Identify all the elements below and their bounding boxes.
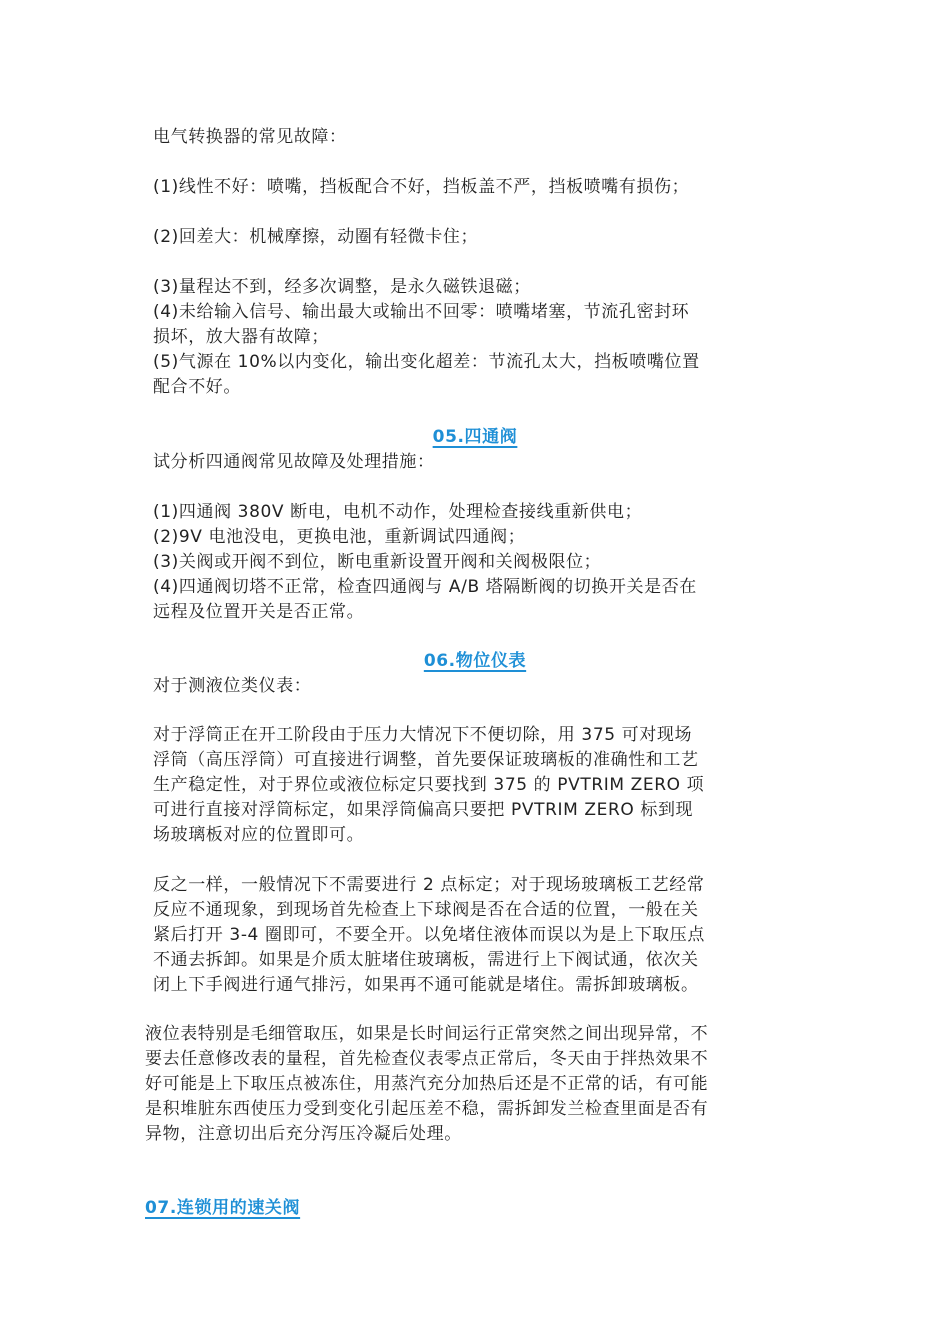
section-06-para2-line-2: 反应不通现象，到现场首先检查上下球阀是否在合适的位置，一般在关 — [153, 900, 699, 920]
converter-item-5: (5)气源在 10%以内变化，输出变化超差：节流孔太大，挡板喷嘴位置 — [153, 352, 700, 372]
section-05-item-4-cont: 远程及位置开关是否正常。 — [153, 602, 365, 622]
section-05-item-3: (3)关阀或开阀不到位，断电重新设置开阀和关阀极限位； — [153, 552, 602, 572]
section-06-heading: 06.物位仪表 — [423, 651, 527, 671]
section-05-item-1: (1)四通阀 380V 断电，电机不动作，处理检查接线重新供电； — [153, 502, 643, 522]
section-06-para1-line-1: 对于浮筒正在开工阶段由于压力大情况下不便切除，用 375 可对现场 — [153, 725, 693, 745]
converter-item-5-cont: 配合不好。 — [153, 377, 241, 397]
section-06-para3-line-1: 液位表特别是毛细管取压，如果是长时间运行正常突然之间出现异常，不 — [145, 1024, 709, 1044]
section-05-intro: 试分析四通阀常见故障及处理措施： — [153, 452, 435, 472]
section-07-heading: 07.连锁用的速关阀 — [145, 1198, 301, 1218]
section-06-intro: 对于测液位类仪表： — [153, 676, 312, 696]
section-06-para1-line-5: 场玻璃板对应的位置即可。 — [153, 825, 365, 845]
section-06-para1-line-2: 浮筒（高压浮筒）可直接进行调整，首先要保证玻璃板的准确性和工艺 — [153, 750, 699, 770]
section-06-para2-line-3: 紧后打开 3-4 圈即可，不要全开。以免堵住液体而误以为是上下取压点 — [153, 925, 705, 945]
converter-item-2: (2)回差大：机械摩擦，动圈有轻微卡住； — [153, 227, 479, 247]
section-06-para2-line-1: 反之一样，一般情况下不需要进行 2 点标定；对于现场玻璃板工艺经常 — [153, 875, 705, 895]
section-06-para1-line-4: 可进行直接对浮筒标定，如果浮筒偏高只要把 PVTRIM ZERO 标到现 — [153, 800, 694, 820]
converter-item-3: (3)量程达不到，经多次调整，是永久磁铁退磁； — [153, 277, 531, 297]
converter-item-1: (1)线性不好：喷嘴，挡板配合不好，挡板盖不严，挡板喷嘴有损伤； — [153, 177, 690, 197]
section-05-item-4: (4)四通阀切塔不正常，检查四通阀与 A/B 塔隔断阀的切换开关是否在 — [153, 577, 697, 597]
section-06-para1-line-3: 生产稳定性，对于界位或液位标定只要找到 375 的 PVTRIM ZERO 项 — [153, 775, 705, 795]
converter-item-4: (4)未给输入信号、输出最大或输出不回零：喷嘴堵塞，节流孔密封环 — [153, 302, 690, 322]
section-06-para3-line-4: 是积堆脏东西使压力受到变化引起压差不稳，需拆卸发兰检查里面是否有 — [145, 1099, 709, 1119]
section-06-para3-line-3: 好可能是上下取压点被冻住，用蒸汽充分加热后还是不正常的话，有可能 — [145, 1074, 709, 1094]
section-06-para3-line-5: 异物，注意切出后充分泻压冷凝后处理。 — [145, 1124, 462, 1144]
section-06-para2-line-4: 不通去拆卸。如果是介质太脏堵住玻璃板，需进行上下阀试通，依次关 — [153, 950, 699, 970]
section-05-heading: 05.四通阀 — [432, 427, 518, 447]
section-05-item-2: (2)9V 电池没电，更换电池，重新调试四通阀； — [153, 527, 526, 547]
converter-item-4-cont: 损坏，放大器有故障； — [153, 327, 329, 347]
section-06-para2-line-5: 闭上下手阀进行通气排污，如果再不通可能就是堵住。需拆卸玻璃板。 — [153, 975, 699, 995]
section-06-para3-line-2: 要去任意修改表的量程，首先检查仪表零点正常后，冬天由于拌热效果不 — [145, 1049, 709, 1069]
converter-intro: 电气转换器的常见故障： — [153, 127, 347, 147]
